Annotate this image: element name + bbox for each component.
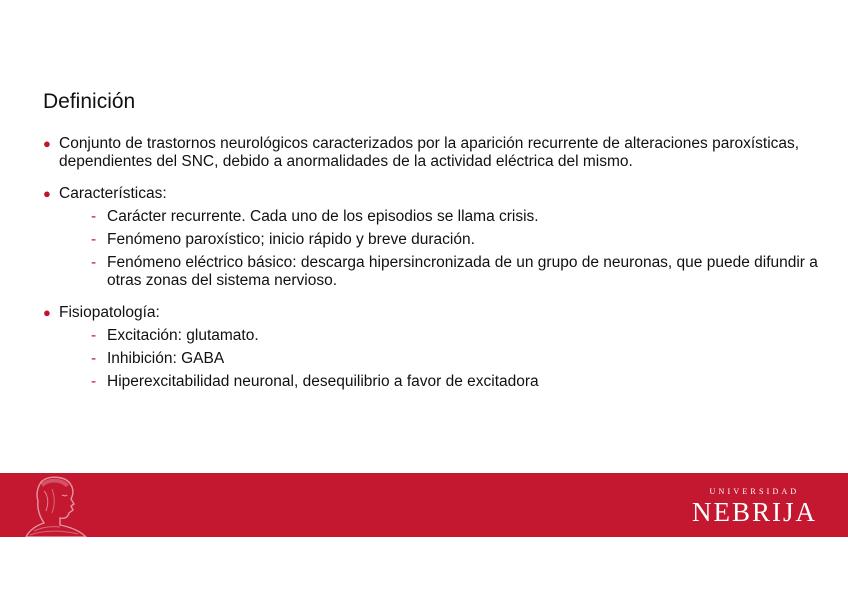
sub-item-text: Fenómeno eléctrico básico: descarga hipersincronizada de un grupo de neuronas, que puede difundir a otras zonas del sistema nervioso. [107,254,818,289]
sub-item-text: Inhibición: GABA [107,350,225,367]
sub-item [59,208,818,226]
dash-icon: - [91,231,97,248]
university-logo [692,487,817,527]
sub-item [59,373,818,391]
slide-content [43,135,818,405]
sub-item-text: Fenómeno paroxístico; inicio rápido y breve duración. [107,231,475,248]
logo-name: NEBRIJA [691,497,817,527]
logo-subtitle: UNIVERSIDAD [709,487,800,496]
bullet-item-fisiopatologia [43,304,818,391]
footer-band [0,473,848,537]
sub-item-text: Hiperexcitabilidad neuronal, desequilibrio a favor de excitadora [107,373,539,390]
dash-icon: - [91,208,97,225]
sub-item-text: Excitación: glutamato. [107,327,259,344]
sub-item [59,327,818,345]
bullet-text: Fisiopatología: [59,304,160,321]
portrait-icon [22,473,92,537]
dash-icon: - [91,373,97,390]
sub-item-text: Carácter recurrente. Cada uno de los episodios se llama crisis. [107,208,539,225]
bullet-item-definition [43,135,818,171]
dash-icon: - [91,350,97,367]
bullet-dot-icon: ● [43,136,51,151]
sub-item [59,231,818,249]
bullet-text: Conjunto de trastornos neurológicos caracterizados por la aparición recurrente de alteraciones paroxísticas, dependientes del SNC, debido a anormalidades de la actividad eléctrica del mismo. [59,135,800,170]
sub-list [59,208,818,290]
sub-item [59,350,818,368]
dash-icon: - [91,254,97,271]
dash-icon: - [91,327,97,344]
sub-list [59,327,818,391]
bullet-item-caracteristicas [43,185,818,290]
bullet-dot-icon: ● [43,186,51,201]
bullet-dot-icon: ● [43,305,51,320]
sub-item [59,254,818,290]
bullet-text: Características: [59,185,167,202]
slide-title: Definición [43,90,136,113]
